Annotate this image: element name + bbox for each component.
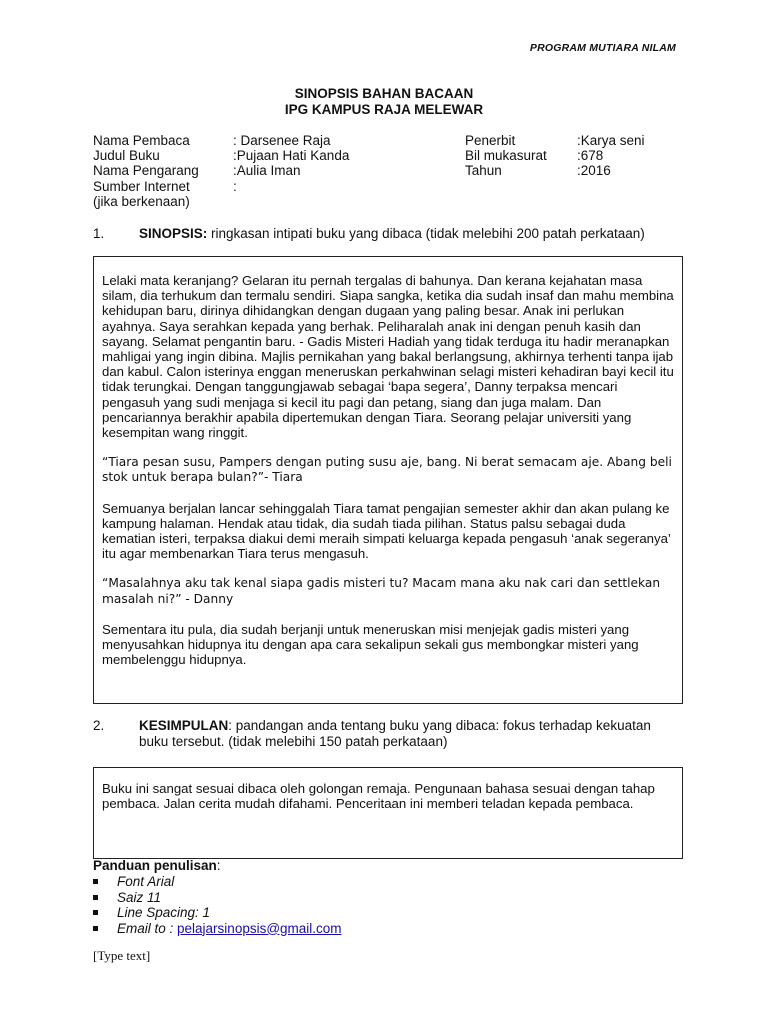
- meta-value: :Pujaan Hati Kanda: [233, 148, 350, 164]
- guide-title: Panduan penulisan: [93, 858, 217, 873]
- bullet-icon: [93, 910, 98, 915]
- meta-value: :678: [577, 148, 604, 164]
- meta-label: Nama Pengarang: [93, 163, 199, 179]
- bullet-icon: [93, 879, 98, 884]
- meta-label: Judul Buku: [93, 148, 160, 164]
- meta-value: :: [233, 178, 237, 194]
- meta-value: : Darsenee Raja: [233, 133, 331, 148]
- guide-list: [93, 874, 342, 936]
- meta-value: :Karya seni: [577, 133, 645, 148]
- meta-value: :Aulia Iman: [233, 163, 301, 179]
- sinopsis-paragraph: Semuanya berjalan lancar sehinggalah Tiara tamat pengajian semester akhir dan akan pulang ke kampung halaman. Hendak atau tidak, dia sudah tiada pilihan. Status palsu sebagai duda kematian isteri, terpaksa diakui demi meraih simpati keluarga kepada pengasuh ‘anak segeranya’ itu agar membenarkan Tiara terus mengasuh.: [102, 500, 671, 562]
- bullet-icon: [93, 926, 98, 931]
- kesimpulan-box: [93, 767, 683, 859]
- sinopsis-heading: [93, 226, 693, 244]
- meta-label: Nama Pembaca: [93, 133, 190, 148]
- meta-label: Penerbit: [465, 133, 516, 148]
- meta-label: Tahun: [465, 163, 502, 179]
- guide-item: Saiz 11: [93, 890, 342, 905]
- sinopsis-quote: “Tiara pesan susu, Pampers dengan puting susu aje, bang. Ni berat semacam aje. Abang beli stok untuk berapa bulan?”- Tiara: [102, 455, 672, 485]
- book-metadata: [93, 133, 683, 209]
- footer-placeholder: [Type text]: [93, 948, 151, 963]
- email-link[interactable]: pelajarsinopsis@gmail.com: [177, 920, 342, 936]
- section-title: KESIMPULAN: [139, 718, 229, 733]
- sinopsis-paragraph: Lelaki mata keranjang? Gelaran itu pernah tergalas di bahunya. Dan kerana kejahatan masa silam, dia terhukum dan termalu sendiri. Siapa sangka, ketika dia sudah insaf dan mahu membina kehidupan baru, dirinya dihidangkan dengan dugaan yang paling besar. Anak ini perlukan ayahnya. Saya serahkan kepada yang berhak. Peliharalah anak ini dengan penuh kasih dan sayang. Selamat pengantin baru. - Gadis Misteri Hadiah yang tidak terduga itu hadir meranapkan mahligai yang ingin dibina. Majlis pernikahan yang bakal berlangsung, akhirnya terhenti tanpa ijab dan kabul. Calon isterinya enggan meneruskan perkahwinan selagi misteri kehadiran bayi kecil itu tidak terungkai. Dengan tanggungjawab sebagai ‘bapa segera’, Danny terpaksa mencari pengasuh yang sudi menjaga si kecil itu pagi dan petang, siang dan juga malam. Dan pencariannya berakhir apabila dipertemukan dengan Tiara. Seorang pelajar universiti yang kesempitan wang ringgit.: [102, 273, 674, 441]
- program-header: PROGRAM MUTIARA NILAM: [529, 42, 676, 54]
- meta-row: [93, 148, 683, 163]
- guide-item: Line Spacing: 1: [93, 905, 342, 920]
- meta-row: [93, 194, 683, 209]
- meta-row: [93, 163, 683, 178]
- meta-label: (jika berkenaan): [93, 193, 190, 209]
- sinopsis-box: [93, 256, 683, 704]
- bullet-icon: [93, 895, 98, 900]
- meta-row: [93, 133, 683, 148]
- section-instruction: ringkasan intipati buku yang dibaca (tidak melebihi 200 patah perkataan): [207, 226, 645, 241]
- meta-label: Bil mukasurat: [465, 148, 547, 164]
- sinopsis-paragraph: Sementara itu pula, dia sudah berjanji untuk meneruskan misi menjejak gadis misteri yang menyusahkan hidupnya itu dengan apa cara sekalipun sekali gus membongkar misteri yang membelenggu hidupnya.: [102, 621, 639, 668]
- writing-guide: [93, 858, 342, 936]
- meta-row: [93, 179, 683, 194]
- sinopsis-quote: “Masalahnya aku tak kenal siapa gadis misteri tu? Macam mana aku nak cari dan settlekan masalah ni?” - Danny: [102, 576, 661, 606]
- section-number: 2.: [93, 718, 105, 733]
- meta-value: :2016: [577, 163, 611, 179]
- kesimpulan-text: Buku ini sangat sesuai dibaca oleh golongan remaja. Pengunaan bahasa sesuai dengan tahap pembaca. Jalan cerita mudah difahami. Penceritaan ini memberi teladan kepada pembaca.: [102, 781, 655, 812]
- document-title: SINOPSIS BAHAN BACAAN: [294, 86, 474, 101]
- meta-label: Sumber Internet: [93, 178, 190, 194]
- section-instruction: : pandangan anda tentang buku yang dibaca: fokus terhadap kekuatan buku tersebut. (tidak melebihi 150 patah perkataan): [139, 718, 651, 749]
- guide-item: [93, 921, 342, 936]
- kesimpulan-heading: [93, 718, 693, 754]
- document-subtitle: IPG KAMPUS RAJA MELEWAR: [284, 102, 484, 117]
- email-label: Email to :: [117, 920, 178, 936]
- section-number: 1.: [93, 226, 105, 241]
- guide-colon: :: [216, 858, 221, 873]
- section-title: SINOPSIS:: [139, 226, 208, 241]
- guide-item: Font Arial: [93, 874, 342, 889]
